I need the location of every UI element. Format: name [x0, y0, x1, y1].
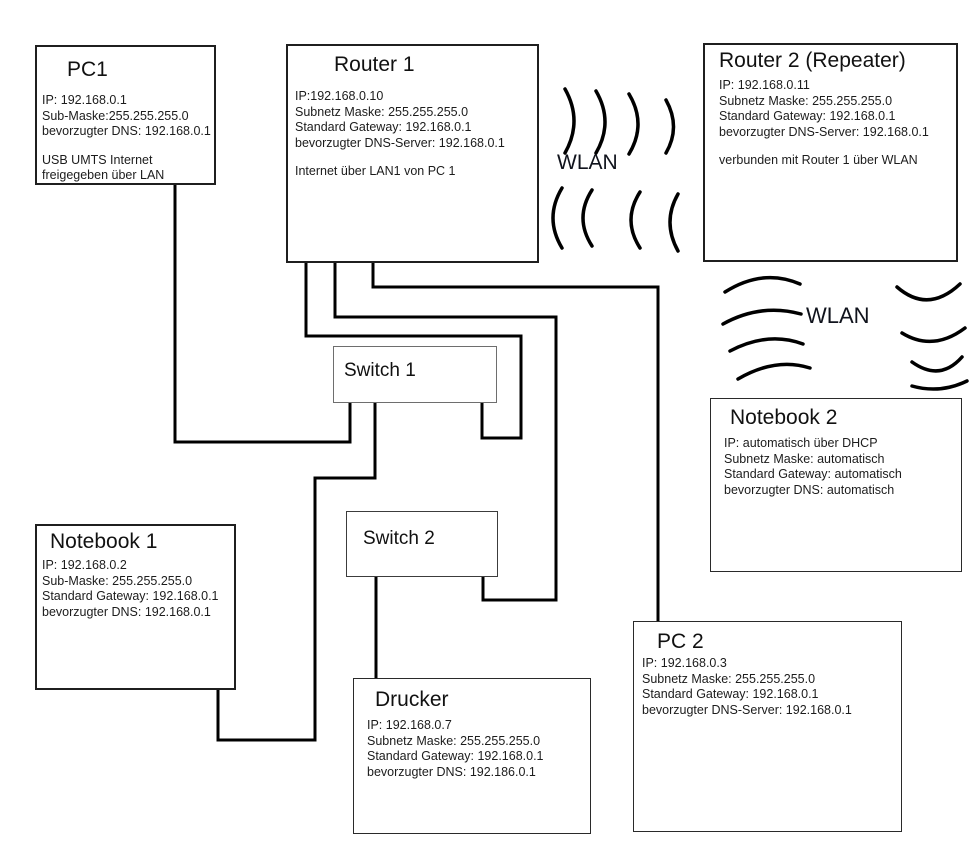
node-pc2-title: PC 2 [657, 630, 704, 653]
node-notebook1 [35, 524, 236, 690]
wlan-label-top: WLAN [557, 151, 618, 174]
node-info-line [719, 140, 956, 153]
node-drucker [353, 678, 591, 834]
node-info-line: bevorzugter DNS: automatisch [724, 482, 895, 497]
node-info-line: Standard Gateway: 192.168.0.1 [642, 687, 819, 701]
node-info-line: verbunden mit Router 1 über WLAN [719, 153, 918, 167]
node-switch1-title: Switch 1 [344, 360, 416, 381]
node-info-line: IP: 192.168.0.7 [367, 718, 452, 732]
node-info-line: bevorzugter DNS: 192.168.0.1 [42, 604, 211, 619]
node-pc1-title: PC1 [67, 58, 108, 81]
node-drucker-info [354, 712, 590, 780]
node-notebook1-info [37, 554, 234, 620]
node-info-line: Standard Gateway: 192.168.0.1 [42, 589, 219, 603]
wlan-waves-router2-notebook2-icon [723, 278, 967, 389]
node-info-line: Standard Gateway: automatisch [724, 467, 902, 481]
node-router2-title: Router 2 (Repeater) [719, 49, 906, 72]
node-info-line: IP: 192.168.0.1 [42, 93, 127, 107]
node-pc2-info [634, 654, 901, 718]
node-info-line: bevorzugter DNS-Server: 192.168.0.1 [295, 135, 505, 150]
node-notebook2 [710, 398, 962, 572]
node-router1-info [288, 77, 537, 180]
node-pc2 [633, 621, 902, 832]
node-switch2-title: Switch 2 [363, 528, 435, 549]
node-notebook2-title: Notebook 2 [730, 406, 838, 429]
node-info-line: Subnetz Maske: 255.255.255.0 [367, 733, 541, 748]
node-info-line: IP: 192.168.0.11 [719, 78, 810, 92]
node-pc1-info [37, 82, 214, 184]
node-switch1 [333, 346, 497, 403]
node-info-line: Standard Gateway: 192.168.0.1 [719, 109, 896, 123]
node-info-line: Standard Gateway: 192.168.0.1 [295, 120, 472, 134]
node-info-line: IP: 192.168.0.2 [42, 558, 127, 572]
node-info-line: IP: automatisch über DHCP [724, 436, 878, 450]
node-info-line: bevorzugter DNS: 192.168.0.1 [42, 124, 211, 138]
node-info-line: bevorzugter DNS-Server: 192.168.0.1 [642, 702, 852, 717]
node-info-line: Subnetz Maske: automatisch [724, 451, 885, 466]
node-pc1 [35, 45, 216, 185]
node-info-line: USB UMTS Internet [42, 152, 153, 167]
node-info-line: IP:192.168.0.10 [295, 89, 384, 103]
node-info-line: Subnetz Maske: 255.255.255.0 [719, 93, 893, 108]
node-switch2 [346, 511, 498, 577]
node-info-line: bevorzugter DNS-Server: 192.168.0.1 [719, 124, 929, 139]
node-router2 [703, 43, 958, 262]
node-info-line: Sub-Maske: 255.255.255.0 [42, 573, 193, 588]
node-router1-title: Router 1 [334, 53, 415, 76]
node-info-line: Internet über LAN1 von PC 1 [295, 164, 456, 178]
node-info-line: Subnetz Maske: 255.255.255.0 [295, 104, 469, 119]
wlan-label-right: WLAN [806, 303, 870, 328]
node-info-line: IP: 192.168.0.3 [642, 656, 727, 670]
node-router1 [286, 44, 539, 263]
node-info-line: Standard Gateway: 192.168.0.1 [367, 749, 544, 763]
node-notebook1-title: Notebook 1 [50, 530, 158, 553]
node-info-line [42, 140, 214, 153]
node-info-line: freigegeben über LAN [42, 168, 165, 182]
node-info-line: Subnetz Maske: 255.255.255.0 [642, 671, 816, 686]
node-info-line: bevorzugter DNS: 192.186.0.1 [367, 764, 536, 779]
node-info-line: Sub-Maske:255.255.255.0 [42, 108, 189, 123]
node-info-line [295, 151, 537, 164]
node-drucker-title: Drucker [375, 688, 449, 711]
node-notebook2-info [711, 430, 961, 498]
node-router2-info [705, 73, 956, 169]
